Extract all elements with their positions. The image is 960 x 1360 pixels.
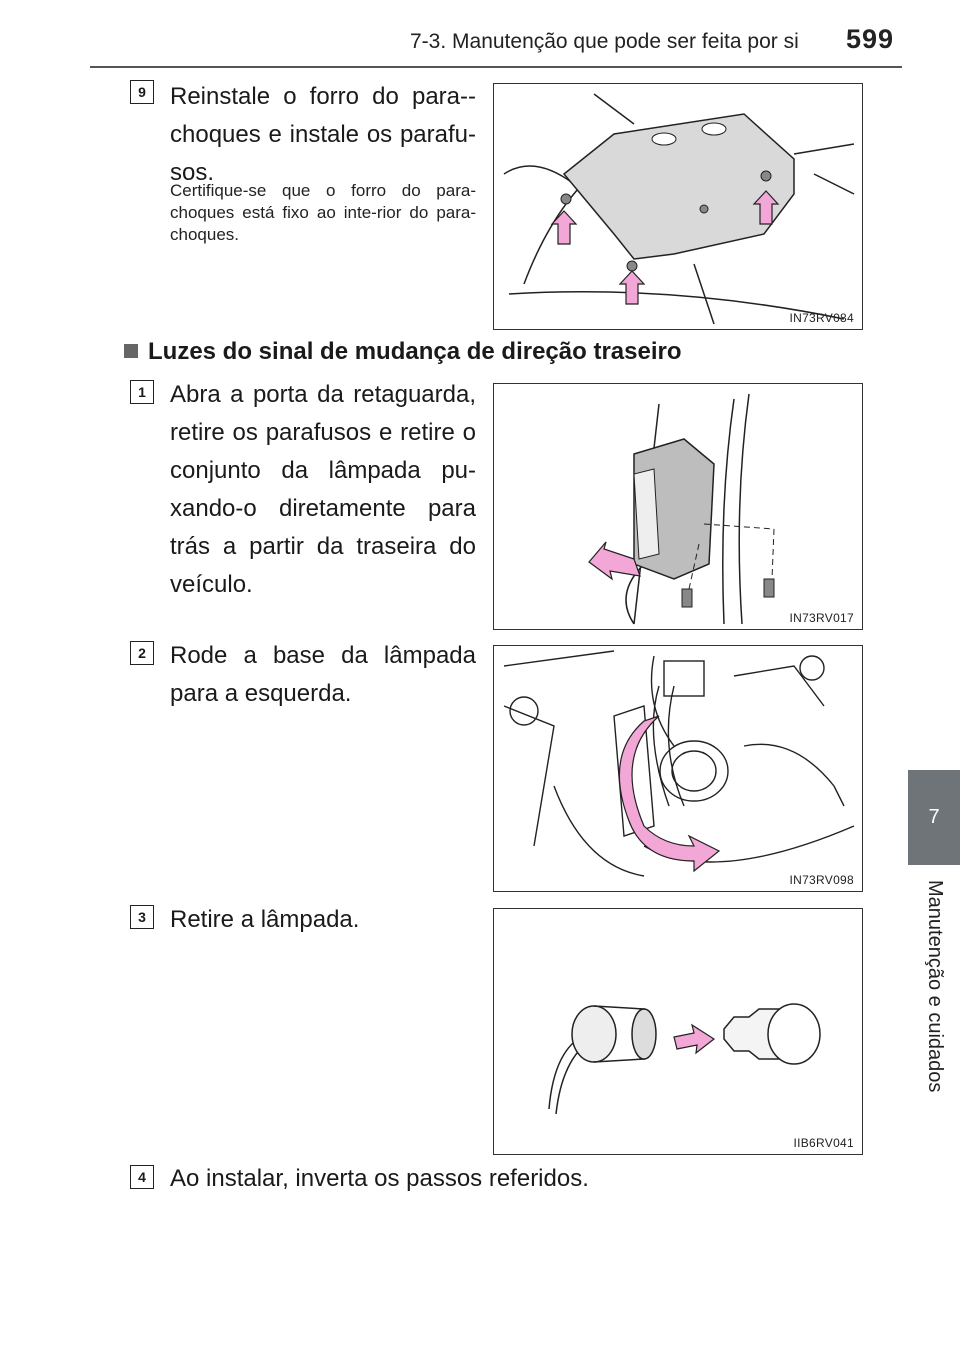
section-heading xyxy=(124,338,682,366)
figure-lamp-socket xyxy=(493,645,863,892)
figure-bumper-cover xyxy=(493,83,863,330)
step-instruction: Abra a porta da retaguarda, retire os parafusos e retire o conjunto da lâmpada pu-xando-o diretamente para trás a partir da traseira do veículo. xyxy=(170,381,476,598)
step-number-badge: 9 xyxy=(130,80,154,104)
step-instruction: Ao instalar, inverta os passos referidos. xyxy=(170,1165,589,1192)
page-number: 599 xyxy=(846,24,895,54)
chapter-number: 7 xyxy=(928,806,940,828)
step-instruction: Rode a base da lâmpada para a esquerda. xyxy=(170,642,476,707)
figure-lamp-assembly xyxy=(493,383,863,630)
figure-code: IIB6RV041 xyxy=(793,1136,854,1150)
figure-code: IN73RV098 xyxy=(789,873,854,887)
bumper-cover-illustration xyxy=(494,84,862,329)
remove-bulb-illustration xyxy=(494,909,862,1154)
lamp-assembly-illustration xyxy=(494,384,862,629)
step-number-badge: 2 xyxy=(130,641,154,665)
header-divider xyxy=(90,66,902,68)
step-number-badge: 1 xyxy=(130,380,154,404)
section-heading-text: Luzes do sinal de mudança de direção traseiro xyxy=(148,338,682,365)
step-instruction: Retire a lâmpada. xyxy=(170,906,360,933)
square-bullet-icon xyxy=(124,344,138,358)
figure-code: IN73RV084 xyxy=(789,311,854,325)
figure-remove-bulb xyxy=(493,908,863,1155)
figure-code: IN73RV017 xyxy=(789,611,854,625)
step-number-badge: 4 xyxy=(130,1165,154,1189)
step-number-badge: 3 xyxy=(130,905,154,929)
lamp-socket-illustration xyxy=(494,646,862,891)
step-note: Certifique-se que o forro do para-choques está fixo ao inte-rior do para-choques. xyxy=(170,181,476,244)
section-title: 7-3. Manutenção que pode ser feita por si xyxy=(410,30,799,53)
chapter-tab[interactable] xyxy=(908,770,960,865)
chapter-title: Manutenção e cuidados xyxy=(924,880,946,1093)
step-instruction: Reinstale o forro do para--choques e instale os parafu-sos. xyxy=(170,83,476,186)
